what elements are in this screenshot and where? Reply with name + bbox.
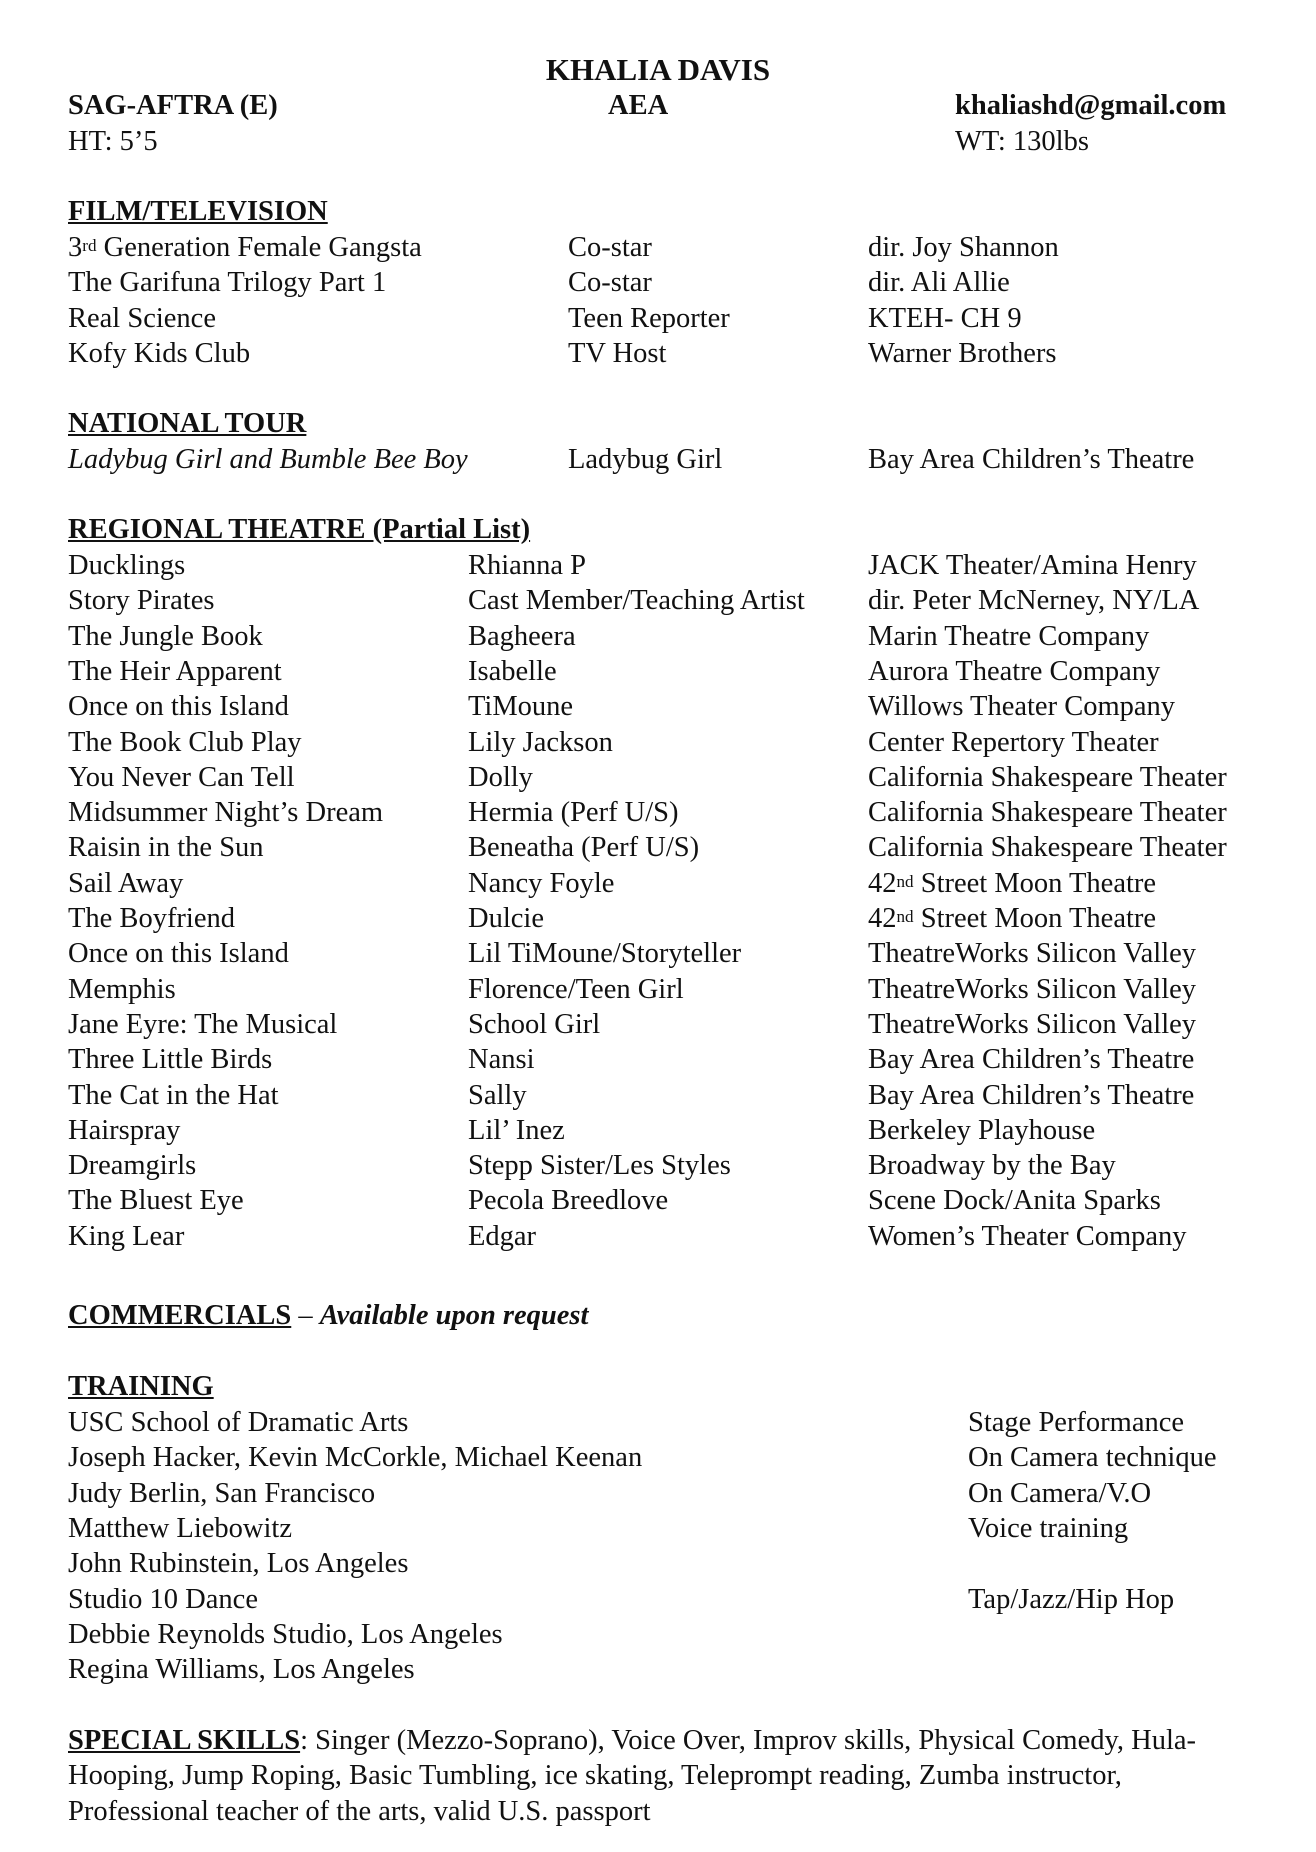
credit-role [468, 583, 805, 618]
special-skills-paragraph [68, 1723, 1248, 1829]
credit-company-number: 42 [868, 903, 897, 934]
credit-company-text: Bay Area Children’s Theatre [868, 444, 1195, 475]
credit-role [568, 336, 666, 371]
credit-title [68, 760, 295, 795]
credit-company-text: Women’s Theater Company [868, 1220, 1187, 1252]
credit-role-text: Florence/Teen Girl [468, 973, 684, 1005]
credit-role-text: Lily Jackson [468, 726, 613, 758]
credit-company-text: Street Moon Theatre [913, 903, 1157, 934]
credit-role-text: Teen Reporter [568, 302, 730, 334]
credit-title-ordinal: rd [82, 235, 97, 255]
credit-row [0, 936, 1316, 971]
credit-role-text: Lil’ Inez [468, 1114, 565, 1146]
credit-role [568, 442, 722, 477]
training-focus: On Camera/V.O [968, 1477, 1152, 1509]
commercials-dash: – [291, 1300, 320, 1331]
credit-company [868, 795, 1227, 830]
training-focus: On Camera technique [968, 1442, 1217, 1474]
credit-role-text: Hermia (Perf U/S) [468, 797, 679, 829]
credit-title [68, 1183, 244, 1218]
training-school: USC School of Dramatic Arts [68, 1407, 409, 1438]
credit-company-text: TheatreWorks Silicon Valley [868, 973, 1197, 1005]
credit-company [868, 760, 1227, 795]
training-row [0, 1582, 1316, 1617]
credit-company [868, 1219, 1187, 1254]
credit-title-text: Dreamgirls [68, 1150, 197, 1182]
credit-role [468, 1113, 565, 1148]
credit-title [68, 336, 250, 371]
credit-row [0, 866, 1316, 901]
credit-title-text: Hairspray [68, 1114, 181, 1146]
credit-title-text: Ladybug Girl and Bumble Bee Boy [68, 444, 468, 475]
credit-company-text: TheatreWorks Silicon Valley [868, 938, 1197, 970]
section-heading-special-skills: SPECIAL SKILLS [68, 1725, 301, 1756]
credit-title-text: The Book Club Play [68, 726, 302, 758]
credit-company-number: 42 [868, 867, 897, 899]
credit-title-text: Jane Eyre: The Musical [68, 1008, 338, 1040]
credit-role [468, 1078, 527, 1113]
credit-company-text: dir. Peter McNerney, NY/LA [868, 585, 1200, 617]
credit-company [868, 901, 1156, 936]
credit-row [0, 1148, 1316, 1183]
credit-role-text: Beneatha (Perf U/S) [468, 832, 700, 864]
credit-title [68, 1148, 196, 1183]
credit-row [0, 301, 1316, 336]
credit-role [468, 1007, 600, 1042]
credit-title-text: Kofy Kids Club [68, 337, 251, 369]
credit-title [68, 265, 386, 300]
actor-name: KHALIA DAVIS [545, 52, 771, 87]
credit-title [68, 1007, 337, 1042]
training-focus: Stage Performance [968, 1407, 1185, 1438]
training-row [0, 1476, 1316, 1511]
credit-title [68, 689, 289, 724]
credit-title-text: The Boyfriend [68, 903, 235, 934]
credit-title [68, 654, 282, 689]
credit-company-text: Willows Theater Company [868, 691, 1176, 723]
credit-title-text: Ducklings [68, 550, 186, 581]
credit-role-text: Co-star [568, 232, 652, 263]
credit-company [868, 1148, 1116, 1183]
credit-title [68, 230, 422, 265]
credit-company [868, 442, 1194, 477]
credit-title [68, 830, 264, 865]
training-school: Matthew Liebowitz [68, 1512, 292, 1544]
email-address[interactable]: khaliashd@gmail.com [955, 90, 1227, 121]
credit-role [468, 689, 573, 724]
credit-title-text: Midsummer Night’s Dream [68, 797, 384, 829]
credit-company [868, 265, 1010, 300]
credit-title [68, 866, 183, 901]
training-school: Joseph Hacker, Kevin McCorkle, Michael Keenan [68, 1442, 643, 1474]
training-focus: Tap/Jazz/Hip Hop [968, 1583, 1175, 1615]
credit-row [0, 1042, 1316, 1077]
credit-role [568, 230, 652, 265]
credit-company-text: KTEH- CH 9 [868, 302, 1022, 334]
credit-role [468, 795, 679, 830]
credit-title-number: 3 [68, 232, 83, 263]
credit-title-text: Story Pirates [68, 585, 215, 617]
credit-role [468, 619, 576, 654]
credit-row [0, 972, 1316, 1007]
credit-role [468, 866, 614, 901]
training-school: Judy Berlin, San Francisco [68, 1477, 376, 1509]
credit-title-text: Once on this Island [68, 938, 289, 970]
credit-company [868, 936, 1196, 971]
credit-row [0, 1219, 1316, 1254]
credit-role [468, 1183, 668, 1218]
union-aea: AEA [608, 90, 669, 121]
credit-company-text: California Shakespeare Theater [868, 761, 1227, 793]
credit-row [0, 1078, 1316, 1113]
credit-title [68, 548, 185, 583]
credit-role-text: Sally [468, 1079, 527, 1111]
weight-stat: WT: 130lbs [955, 126, 1089, 157]
training-row [0, 1546, 1316, 1581]
credit-row [0, 1113, 1316, 1148]
training-row [0, 1511, 1316, 1546]
credit-company-text: Aurora Theatre Company [868, 655, 1161, 687]
credit-title-text: The Jungle Book [68, 620, 263, 652]
credit-company [868, 654, 1160, 689]
credit-title [68, 442, 468, 477]
credit-title [68, 1113, 180, 1148]
training-row [0, 1617, 1316, 1652]
credit-title-text: Memphis [68, 973, 176, 1005]
credit-role [468, 830, 699, 865]
credit-role-text: Lil TiMoune/Storyteller [468, 938, 742, 970]
training-school: John Rubinstein, Los Angeles [68, 1548, 409, 1580]
section-heading-national-tour: NATIONAL TOUR [68, 408, 307, 439]
credit-company-text: Marin Theatre Company [868, 620, 1150, 652]
commercials-note: Available upon request [319, 1300, 589, 1331]
credit-role [468, 901, 544, 936]
credit-company-text: dir. Joy Shannon [868, 232, 1059, 263]
credit-company [868, 1078, 1194, 1113]
credit-title [68, 1219, 184, 1254]
credit-role [568, 301, 730, 336]
credit-title-text: Sail Away [68, 867, 184, 899]
credit-company [868, 1113, 1095, 1148]
credit-title-text: Generation Female Gangsta [96, 232, 422, 263]
credit-role-text: Cast Member/Teaching Artist [468, 585, 805, 617]
credit-role [468, 972, 684, 1007]
credit-company [868, 548, 1197, 583]
credit-role-text: TV Host [568, 337, 667, 369]
credit-row [0, 760, 1316, 795]
credit-row [0, 689, 1316, 724]
credit-title [68, 1078, 279, 1113]
credit-company [868, 830, 1227, 865]
credit-role [468, 1219, 536, 1254]
credit-row [0, 725, 1316, 760]
credit-company-text: JACK Theater/Amina Henry [868, 550, 1197, 581]
commercials-line [68, 1298, 588, 1333]
credit-company-text: Street Moon Theatre [913, 867, 1157, 899]
credit-title [68, 619, 263, 654]
credit-company-ordinal: nd [896, 871, 914, 891]
credit-role-text: Dolly [468, 761, 533, 793]
credit-company [868, 301, 1022, 336]
credit-row [0, 230, 1316, 265]
credit-company [868, 972, 1196, 1007]
credit-company [868, 1183, 1161, 1218]
credit-role-text: Nancy Foyle [468, 867, 615, 899]
credit-company-text: Broadway by the Bay [868, 1150, 1116, 1182]
credit-row [0, 795, 1316, 830]
credit-company-text: Scene Dock/Anita Sparks [868, 1185, 1161, 1217]
section-heading-regional-theatre: REGIONAL THEATRE (Partial List) [68, 514, 531, 545]
credit-role-text: Bagheera [468, 620, 576, 652]
credit-title [68, 1042, 272, 1077]
credit-role-text: Isabelle [468, 655, 557, 687]
credit-row [0, 336, 1316, 371]
credit-role-text: Co-star [568, 267, 652, 299]
credit-title-text: Once on this Island [68, 691, 289, 723]
credit-company [868, 619, 1149, 654]
credit-title [68, 301, 216, 336]
training-focus: Voice training [968, 1512, 1129, 1544]
credit-company [868, 230, 1059, 265]
credit-role-text: School Girl [468, 1008, 601, 1040]
credit-company-text: California Shakespeare Theater [868, 797, 1227, 829]
credit-company [868, 583, 1199, 618]
training-row [0, 1652, 1316, 1687]
credit-company [868, 1042, 1194, 1077]
credit-company-text: Bay Area Children’s Theatre [868, 1044, 1195, 1076]
special-skills-text: : Singer (Mezzo-Soprano), Voice Over, Improv skills, Physical Comedy, Hula-Hooping, Jump Roping, Basic Tumbling, ice skating, Teleprompt reading, Zumba instructor, Professional teacher of the arts, valid U.S. passport [68, 1725, 1197, 1827]
training-row [0, 1440, 1316, 1475]
credit-row [0, 901, 1316, 936]
credit-company [868, 336, 1056, 371]
credit-role-text: TiMoune [468, 691, 574, 723]
credit-role [468, 654, 557, 689]
credit-row [0, 830, 1316, 865]
credit-company-text: TheatreWorks Silicon Valley [868, 1008, 1197, 1040]
credit-row [0, 548, 1316, 583]
credit-company-text: Bay Area Children’s Theatre [868, 1079, 1195, 1111]
credit-role [468, 725, 613, 760]
credit-row [0, 442, 1316, 477]
credit-row [0, 583, 1316, 618]
credit-company-text: Center Repertory Theater [868, 726, 1159, 758]
credit-company-ordinal: nd [896, 906, 914, 926]
credit-title [68, 936, 289, 971]
credit-title-text: The Bluest Eye [68, 1185, 244, 1217]
credit-title-text: The Cat in the Hat [68, 1079, 279, 1111]
union-sag-aftra: SAG-AFTRA (E) [68, 90, 278, 121]
height-stat: HT: 5’5 [68, 126, 158, 157]
credit-company [868, 689, 1175, 724]
credit-company-text: Berkeley Playhouse [868, 1114, 1096, 1146]
credit-row [0, 619, 1316, 654]
credit-role [468, 936, 741, 971]
credit-role [468, 1042, 535, 1077]
credit-role-text: Dulcie [468, 903, 544, 934]
credit-title [68, 901, 235, 936]
credit-title [68, 583, 214, 618]
credit-company [868, 1007, 1196, 1042]
credit-role [468, 760, 533, 795]
credit-company [868, 866, 1156, 901]
credit-title-text: You Never Can Tell [68, 761, 295, 793]
credit-role [468, 548, 586, 583]
credit-title-text: Raisin in the Sun [68, 832, 264, 864]
credit-company-text: California Shakespeare Theater [868, 832, 1227, 864]
credit-role-text: Ladybug Girl [568, 444, 723, 475]
credit-row [0, 654, 1316, 689]
credit-role-text: Nansi [468, 1044, 535, 1076]
section-heading-film-tv: FILM/TELEVISION [68, 196, 328, 227]
credit-row [0, 1183, 1316, 1218]
credit-title-text: The Garifuna Trilogy Part 1 [68, 267, 387, 299]
credit-role [468, 1148, 731, 1183]
credit-company-text: dir. Ali Allie [868, 267, 1010, 299]
credit-title [68, 795, 383, 830]
training-school: Studio 10 Dance [68, 1583, 258, 1615]
section-heading-commercials: COMMERCIALS [68, 1300, 292, 1331]
credit-role-text: Edgar [468, 1220, 537, 1252]
credit-title-text: Real Science [68, 302, 216, 334]
credit-row [0, 1007, 1316, 1042]
credit-title [68, 972, 176, 1007]
training-row [0, 1405, 1316, 1440]
credit-row [0, 265, 1316, 300]
credit-title-text: The Heir Apparent [68, 655, 282, 687]
section-heading-training: TRAINING [68, 1371, 214, 1402]
credit-title [68, 725, 302, 760]
training-school: Regina Williams, Los Angeles [68, 1654, 415, 1686]
training-school: Debbie Reynolds Studio, Los Angeles [68, 1618, 503, 1650]
credit-title-text: Three Little Birds [68, 1044, 273, 1076]
credit-role-text: Rhianna P [468, 550, 586, 581]
credit-company [868, 725, 1159, 760]
credit-company-text: Warner Brothers [868, 337, 1057, 369]
credit-role-text: Stepp Sister/Les Styles [468, 1150, 731, 1182]
credit-title-text: King Lear [68, 1220, 185, 1252]
credit-role [568, 265, 652, 300]
credit-role-text: Pecola Breedlove [468, 1185, 669, 1217]
